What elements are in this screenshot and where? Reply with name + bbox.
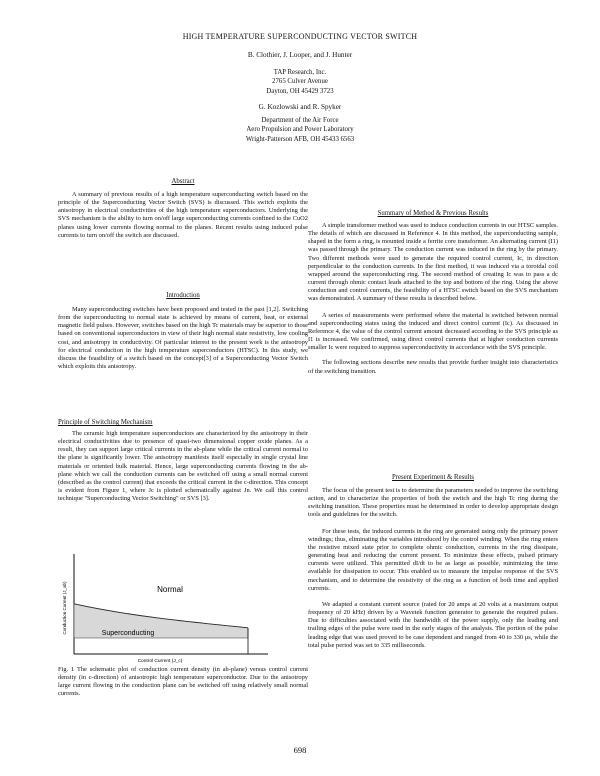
introduction-heading: Introduction [166, 292, 200, 299]
affiliation-2-line: Aero Propulsion and Power Laboratory [246, 126, 354, 134]
summary-heading: Summary of Method & Previous Results [377, 210, 489, 217]
abstract-section [58, 178, 308, 240]
y-axis-label: Conduction Current (J_ab) [62, 581, 67, 635]
page-number: 698 [293, 745, 307, 755]
summary-p3: The following sections describe new results that provide further insight into characteristics of the switching transition. [308, 359, 558, 375]
affiliation-1-line: Dayton, OH 45429 3723 [266, 87, 334, 95]
x-axis-label: Control Current (J_c) [137, 659, 183, 664]
authors-line-2: G. Kozlowski and R. Spyker [258, 103, 342, 111]
present-section [308, 474, 558, 650]
superconducting-region [74, 604, 248, 638]
affiliation-1-line: 2765 Culver Avenue [272, 78, 328, 86]
affiliation-2 [0, 116, 600, 144]
abstract-text: A summary of previous results of a high temperature superconducting switch based on the principle of the Superconducting Vector Switch (SVS) is discussed. This switch exploits the anisotropy in electrical conductivities of the high temperature superconductors. Underlying the SVS mechanism is the ability to turn on/off large superconducting currents confined to the CuO2 planes using lower currents flowing normal to the planes. Recent results using induced pulse currents to turn on/off the switch are discussed. [58, 191, 308, 239]
summary-p1: A simple transformer method was used to induce conduction currents in our HTSC samples. The details of which are discussed in Reference 4. In this method, the superconducting sample, shaped in the form a ring, is mounted inside a ferrite core transformer. An alternating current (I1) was passed through the primary. The conduction current was induced in the ring by the primary. Two different methods were used to generate the required control current, Ic, in direction perpendicular to the conduction currents. In the first method, it was induced via a toroidal coil wrapped around the superconducting ring. The second method of creating Ic was to pass a dc current through ohmic contact leads attached to the top and bottom of the ring. Using the above conduction and control currents, the feasibility of a HTSC switch based on the SVS mechanism was demonstrated. A summary of these results is described below. [308, 222, 558, 303]
principle-section [58, 419, 308, 503]
figure-1-caption: Fig. 1 The schematic plot of conduction current density (in ab-plane) versus control current density (in c-direction) of anisotropic high temperature superconductor. Due to the anisotropy large current flowing in the conduction plane can be switched off using relatively small normal currents. [58, 666, 308, 698]
abstract-heading: Abstract [171, 178, 195, 185]
principle-heading: Principle of Switching Mechanism [58, 419, 153, 426]
present-p2: For these tests, the induced currents in the ring are generated using only the primary power windings; thus, eliminating the variables introduced by the control winding. When the ring enters the resistive mixed state prior to complete ohmic conduction, currents in the ring dissipate, generating heat and reducing the current present. To minimize these effects, pulsed primary currents were utilized. This permitted dI/dt to be as large as possible, minimizing the time available for dissipation to occur. This enabled us to measure the impulse response of the SVS mechanism, and to determine the resistivity of the ring as a function of both time and applied currents. [308, 527, 558, 592]
present-p1: The focus of the present test is to determine the parameters needed to improve the switching action, and to characterize the properties of both the switch and the high Tc ring during the switching transition. These properties must be determined in order to develop appropriate design tools and guidelines for the switch. [308, 487, 558, 519]
figure-1 [58, 548, 308, 666]
affiliation-1-line: TAP Research, Inc. [273, 69, 327, 76]
present-p3: We adapted a constant current source (rated for 20 amps at 20 volts at a maximum output frequency of 20 kHz) driven by a Wavetek function generator to generate the required pulses. Due to difficulties associated with the bandwidth of the power supply, only the leading and trailing edges of the pulse were used in the early stages of the analysis. The portion of the pulse leading edge that was used proved to be case dependent and ranged from 40 to 330 μs, while the total pulse period was set to 335 milliseconds. [308, 600, 558, 649]
principle-text: The ceramic high temperature superconductors are characterized by the anisotropy in their electrical conductivities due to presence of quasi-two dimensional copper oxide planes. As a result, they can support large critical currents in the ab-plane while the critical current normal to the plane is significantly lower. The anisotropy manifests itself especially in single crystal line materials or oriented bulk material. Hence, large superconducting currents flowing in the ab-plane which we call the conduction currents can be switched off using a small normal current (described as the control current) that exceeds the critical current in the c-direction. This concept is evident from Figure 1, where Jc is plotted schematically against Jn. We call this control technique "Superconducting Vector Switching" or SVS [3]. [58, 430, 308, 503]
authors-line-1: B. Clothier, J. Looper, and J. Hunter [247, 51, 353, 59]
region-normal-label: Normal [157, 585, 183, 594]
summary-section [308, 210, 558, 376]
paper-title: HIGH TEMPERATURE SUPERCONDUCTING VECTOR SWITCH [182, 32, 418, 41]
introduction-section [58, 292, 308, 371]
affiliation-1 [0, 68, 600, 96]
region-sc-label: Superconducting [101, 630, 155, 637]
affiliation-2-line: Wright-Patterson AFB, OH 45433 6563 [245, 135, 355, 143]
summary-p2: A series of measurements were performed where the material is switched between normal and superconducting states using the induced and direct control current (Ic). As discussed in Reference 4, the value of the control current amount decreased according to the SVS principle as I1 is increased. We confirmed, using direct control currents that at higher conduction currents smaller Ic were required to suppress superconductivity in accordance with the SVS principle. [308, 311, 558, 352]
introduction-text: Many superconducting switches have been proposed and tested in the past [1,2]. Switching from the superconducting to normal state is achieved by means of current, heat, or external magnetic field pulses. However, switches based on the high Tc materials may be superior to those based on conventional superconductors in view of their high normal state resistivity, low cooling cost, and anisotropy in conductivity. Of particular interest to the present work is the anisotropy for electrical conduction in the high temperature superconductors (HTSC). In this study, we discuss the feasibility of a switch based on the concept[3] of a Superconducting Vector Switch which exploits this anisotropy. [58, 306, 308, 371]
affiliation-2-line: Department of the Air Force [261, 117, 339, 124]
present-heading: Present Experiment & Results [391, 474, 475, 481]
